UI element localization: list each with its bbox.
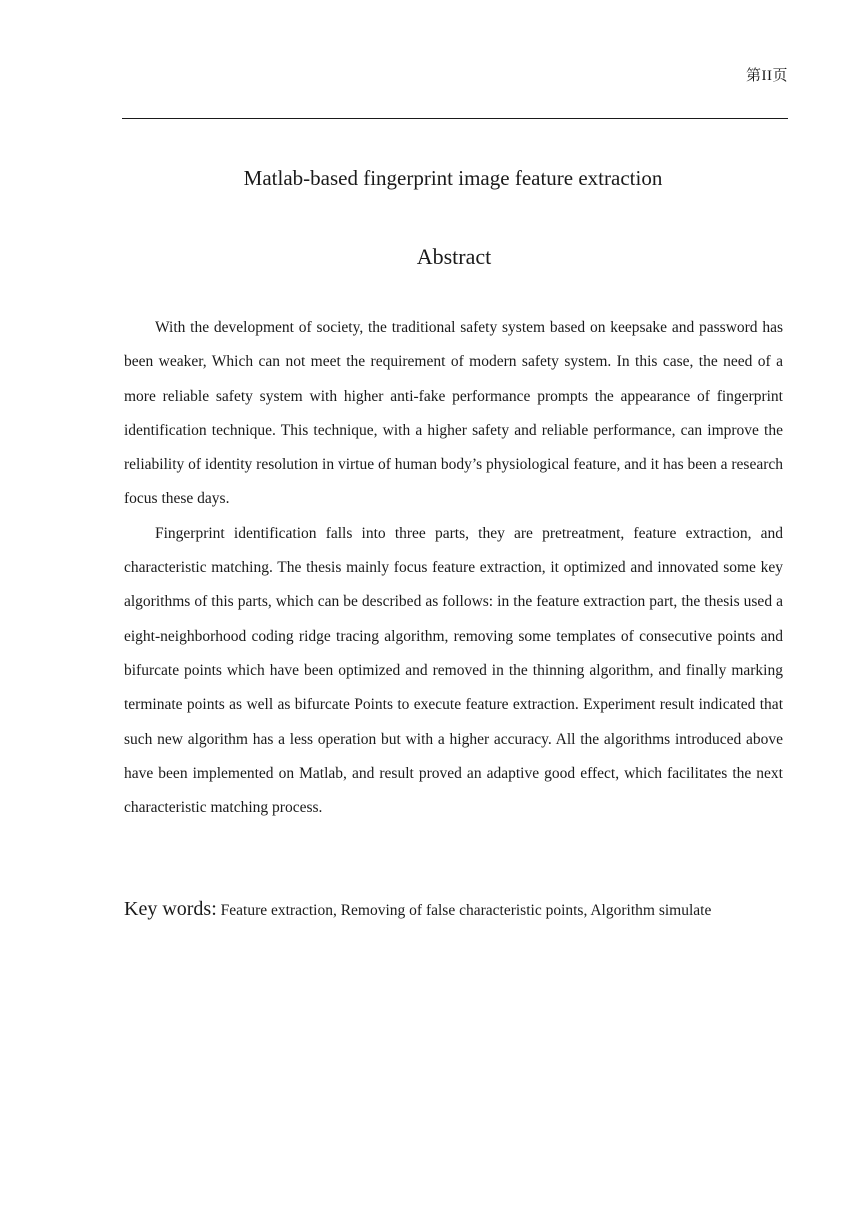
keywords-line: [124, 898, 824, 921]
abstract-paragraph: With the development of society, the traditional safety system based on keepsake and password has been weaker, Which can not meet the requirement of modern safety system. In this case, the need of a more reliable safety system with higher anti-fake performance prompts the appearance of fingerprint identification technique. This technique, with a higher safety and reliable performance, can improve the reliability of identity resolution in virtue of human body’s physiological feature, and it has been a research focus these days.: [124, 319, 783, 508]
keywords-label: Key words:: [124, 898, 217, 920]
abstract-paragraph: Fingerprint identification falls into three parts, they are pretreatment, feature extraction, and characteristic matching. The thesis mainly focus feature extraction, it optimized and innovated some key algorithms of this parts, which can be described as follows: in the feature extraction part, the thesis used a eight-neighborhood coding ridge tracing algorithm, removing some templates of consecutive points and bifurcate points which have been optimized and removed in the thinning algorithm, and finally marking terminate points as well as bifurcate Points to execute feature extraction. Experiment result indicated that such new algorithm has a less operation but with a higher accuracy. All the algorithms introduced above have been implemented on Matlab, and result proved an adaptive good effect, which facilitates the next characteristic matching process.: [124, 524, 783, 817]
abstract-heading: Abstract: [416, 244, 492, 269]
keywords-text: Feature extraction, Removing of false characteristic points, Algorithm simulate: [216, 902, 712, 919]
document-title: Matlab-based fingerprint image feature extraction: [243, 166, 663, 190]
page-number: 第II页: [746, 68, 788, 84]
abstract-body: [124, 311, 783, 825]
header-divider: [122, 118, 788, 119]
